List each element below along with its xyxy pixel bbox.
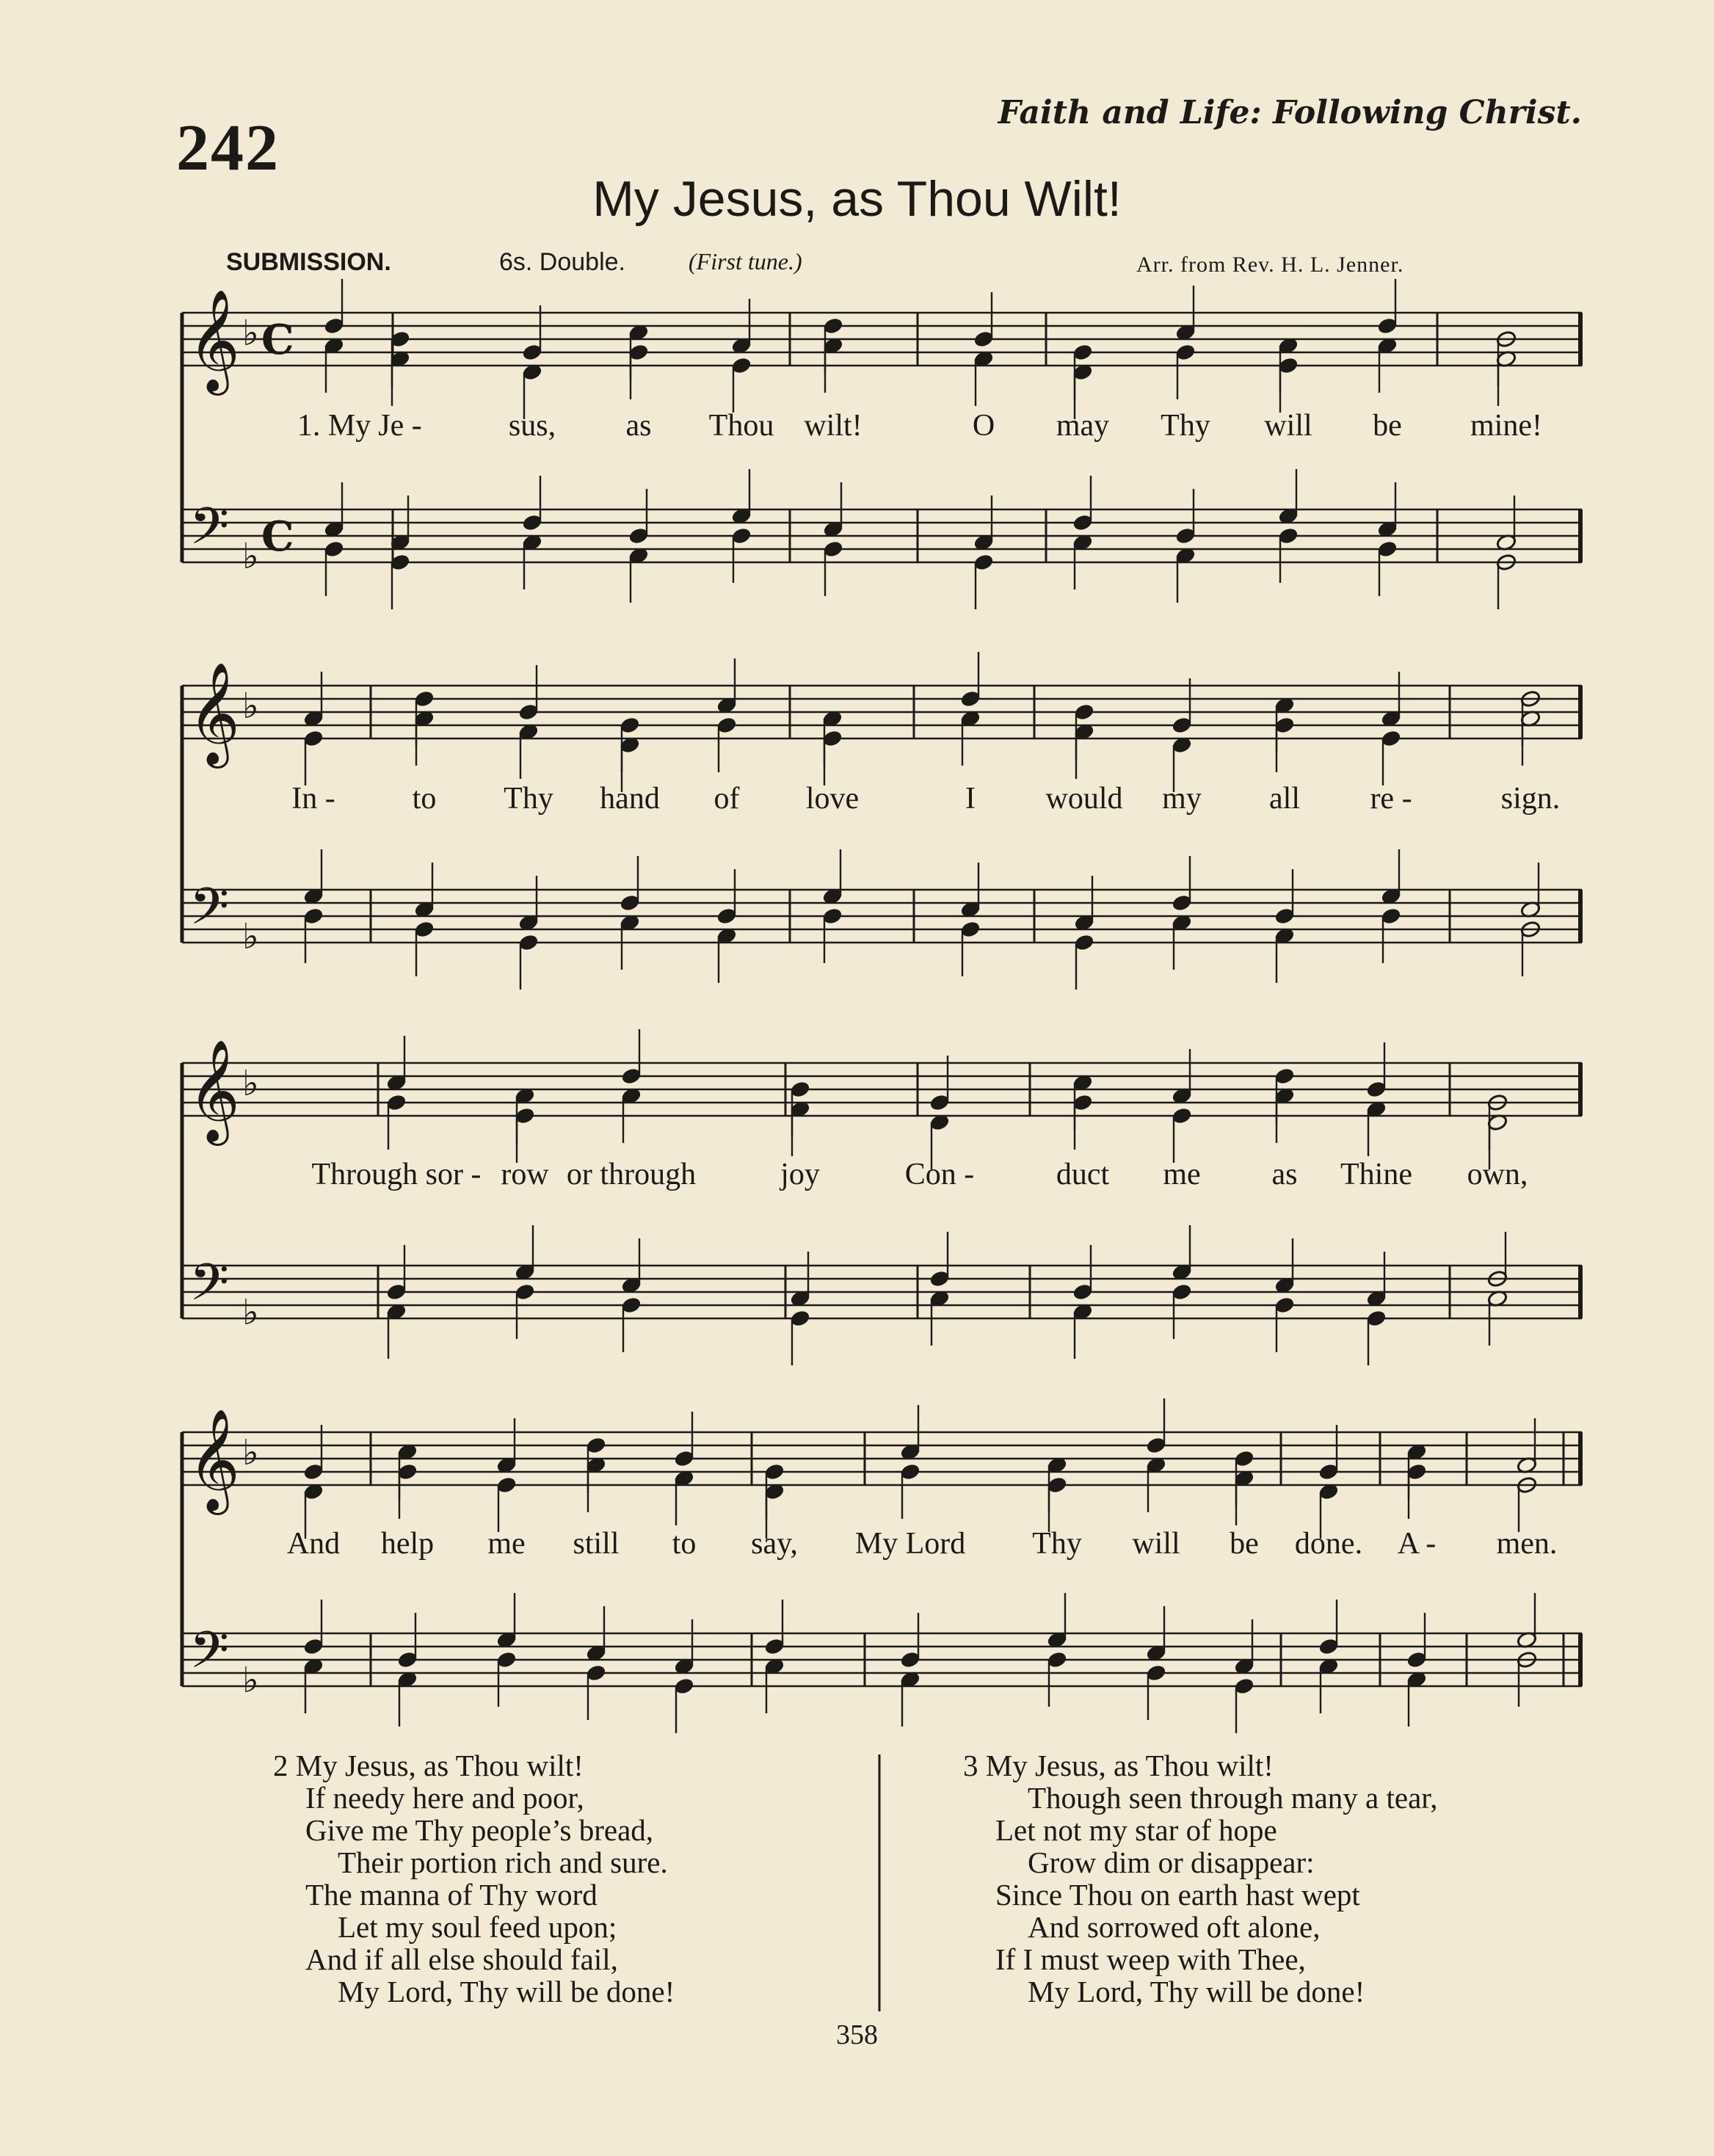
flat-key-signature: ♭ (242, 1660, 259, 1701)
verse-line: Grow dim or disappear: (1028, 1845, 1315, 1879)
lyric-syllable: Thine (1340, 1158, 1412, 1191)
lyric-syllable: be (1230, 1527, 1259, 1561)
lyric-syllable: done. (1294, 1527, 1363, 1561)
common-time-signature: C (261, 316, 294, 364)
lyric-syllable: say, (751, 1527, 798, 1561)
common-time-signature: C (261, 512, 294, 561)
lyric-syllable: or through (566, 1158, 697, 1191)
flat-key-signature: ♭ (242, 686, 259, 727)
hymn-number: 242 (176, 112, 280, 184)
tune-note: (First tune.) (689, 248, 802, 275)
tune-name: SUBMISSION. (226, 248, 391, 276)
hymn-title: My Jesus, as Thou Wilt! (592, 171, 1122, 227)
lyric-syllable: as (1271, 1158, 1298, 1191)
verse-line: Though seen through many a tear, (1028, 1781, 1438, 1815)
bass-clef: 𝄢 (189, 876, 230, 948)
lyric-syllable: be (1373, 409, 1402, 443)
lyric-syllable: A - (1397, 1527, 1437, 1561)
lyric-syllable: men. (1496, 1527, 1558, 1561)
verse-line: Since Thou on earth hast wept (995, 1878, 1360, 1912)
lyric-syllable: to (412, 782, 437, 816)
arranger-credit: Arr. from Rev. H. L. Jenner. (1136, 253, 1404, 277)
tune-meter: 6s. Double. (499, 248, 625, 276)
lyric-syllable: joy (780, 1158, 820, 1191)
treble-clef: 𝄞 (188, 662, 240, 764)
flat-key-signature: ♭ (242, 1063, 259, 1104)
lyric-syllable: as (625, 409, 652, 443)
lyric-syllable: me (1163, 1158, 1201, 1191)
verse-line: 2 My Jesus, as Thou wilt! (273, 1749, 584, 1782)
lyric-syllable: will (1264, 409, 1312, 443)
verse-number: 2 (273, 1749, 288, 1782)
lyric-syllable: to (672, 1527, 697, 1561)
lyric-syllable: My Lord (854, 1527, 966, 1561)
lyric-syllable: all (1269, 782, 1300, 816)
lyric-syllable: love (805, 782, 860, 816)
flat-key-signature: ♭ (242, 536, 259, 577)
verse-line: Give me Thy people’s bread, (305, 1813, 654, 1847)
flat-key-signature: ♭ (242, 1432, 259, 1473)
verse-line: My Lord, Thy will be done! (338, 1975, 675, 2008)
lyric-syllable: In - (291, 782, 335, 816)
verse-3 (963, 1749, 1438, 2008)
lyric-syllable: still (573, 1527, 620, 1561)
verse-number: 3 (963, 1749, 978, 1782)
lyric-syllable: would (1045, 782, 1123, 816)
lyric-syllable: Con - (904, 1158, 975, 1191)
lyric-syllable: will (1132, 1527, 1180, 1561)
bass-clef: 𝄢 (189, 1252, 230, 1324)
lyric-syllable: me (487, 1527, 526, 1561)
lyric-syllable: Thy (1161, 409, 1210, 443)
lyric-syllable: row (501, 1158, 549, 1191)
lyric-syllable: Je - (378, 409, 422, 443)
verse-line: And if all else should fail, (305, 1942, 618, 1976)
flat-key-signature: ♭ (242, 313, 259, 354)
lyric-syllable: of (713, 782, 740, 816)
lyric-syllable: re - (1370, 782, 1412, 816)
lyric-syllable: help (380, 1527, 435, 1561)
section-heading: Faith and Life: Following Christ. (998, 94, 1582, 131)
lyric-syllable: may (1056, 409, 1110, 443)
lyric-syllable: own, (1467, 1158, 1528, 1191)
lyric-syllable: Through sor - (311, 1158, 482, 1191)
lyric-syllable: Thy (1032, 1527, 1082, 1561)
treble-clef: 𝄞 (188, 1039, 240, 1141)
flat-key-signature: ♭ (242, 1292, 259, 1333)
verse-line: If I must weep with Thee, (995, 1942, 1306, 1976)
flat-key-signature: ♭ (242, 916, 259, 957)
lyric-syllable: sus, (508, 409, 556, 443)
verse-line: My Lord, Thy will be done! (1028, 1975, 1365, 2008)
lyric-syllable: sign. (1500, 782, 1561, 816)
lyric-syllable: I (965, 782, 976, 816)
treble-clef: 𝄞 (188, 289, 240, 391)
bass-clef: 𝄢 (189, 1620, 230, 1692)
lyric-syllable: duct (1056, 1158, 1110, 1191)
page-number: 358 (836, 2019, 878, 2050)
lyric-syllable: And (286, 1527, 341, 1561)
treble-clef: 𝄞 (188, 1409, 240, 1511)
lyric-syllable: 1. My (297, 409, 371, 443)
verse-line: Let not my star of hope (995, 1813, 1277, 1847)
lyric-syllable: wilt! (804, 409, 863, 443)
verse-line: 3 My Jesus, as Thou wilt! (963, 1749, 1274, 1782)
verse-line: Their portion rich and sure. (338, 1845, 668, 1879)
verse-line: The manna of Thy word (305, 1878, 598, 1912)
lyric-syllable: my (1162, 782, 1202, 816)
verse-line: If needy here and poor, (305, 1781, 584, 1815)
bass-clef: 𝄢 (189, 496, 230, 568)
lyric-syllable: O (972, 409, 995, 443)
lyric-syllable: hand (600, 782, 660, 816)
verse-2 (273, 1749, 675, 2008)
lyric-syllable: mine! (1470, 409, 1542, 443)
verse-line: Let my soul feed upon; (338, 1910, 617, 1944)
verse-line: And sorrowed oft alone, (1028, 1910, 1321, 1944)
lyric-syllable: Thou (708, 409, 774, 443)
lyric-syllable: Thy (504, 782, 553, 816)
